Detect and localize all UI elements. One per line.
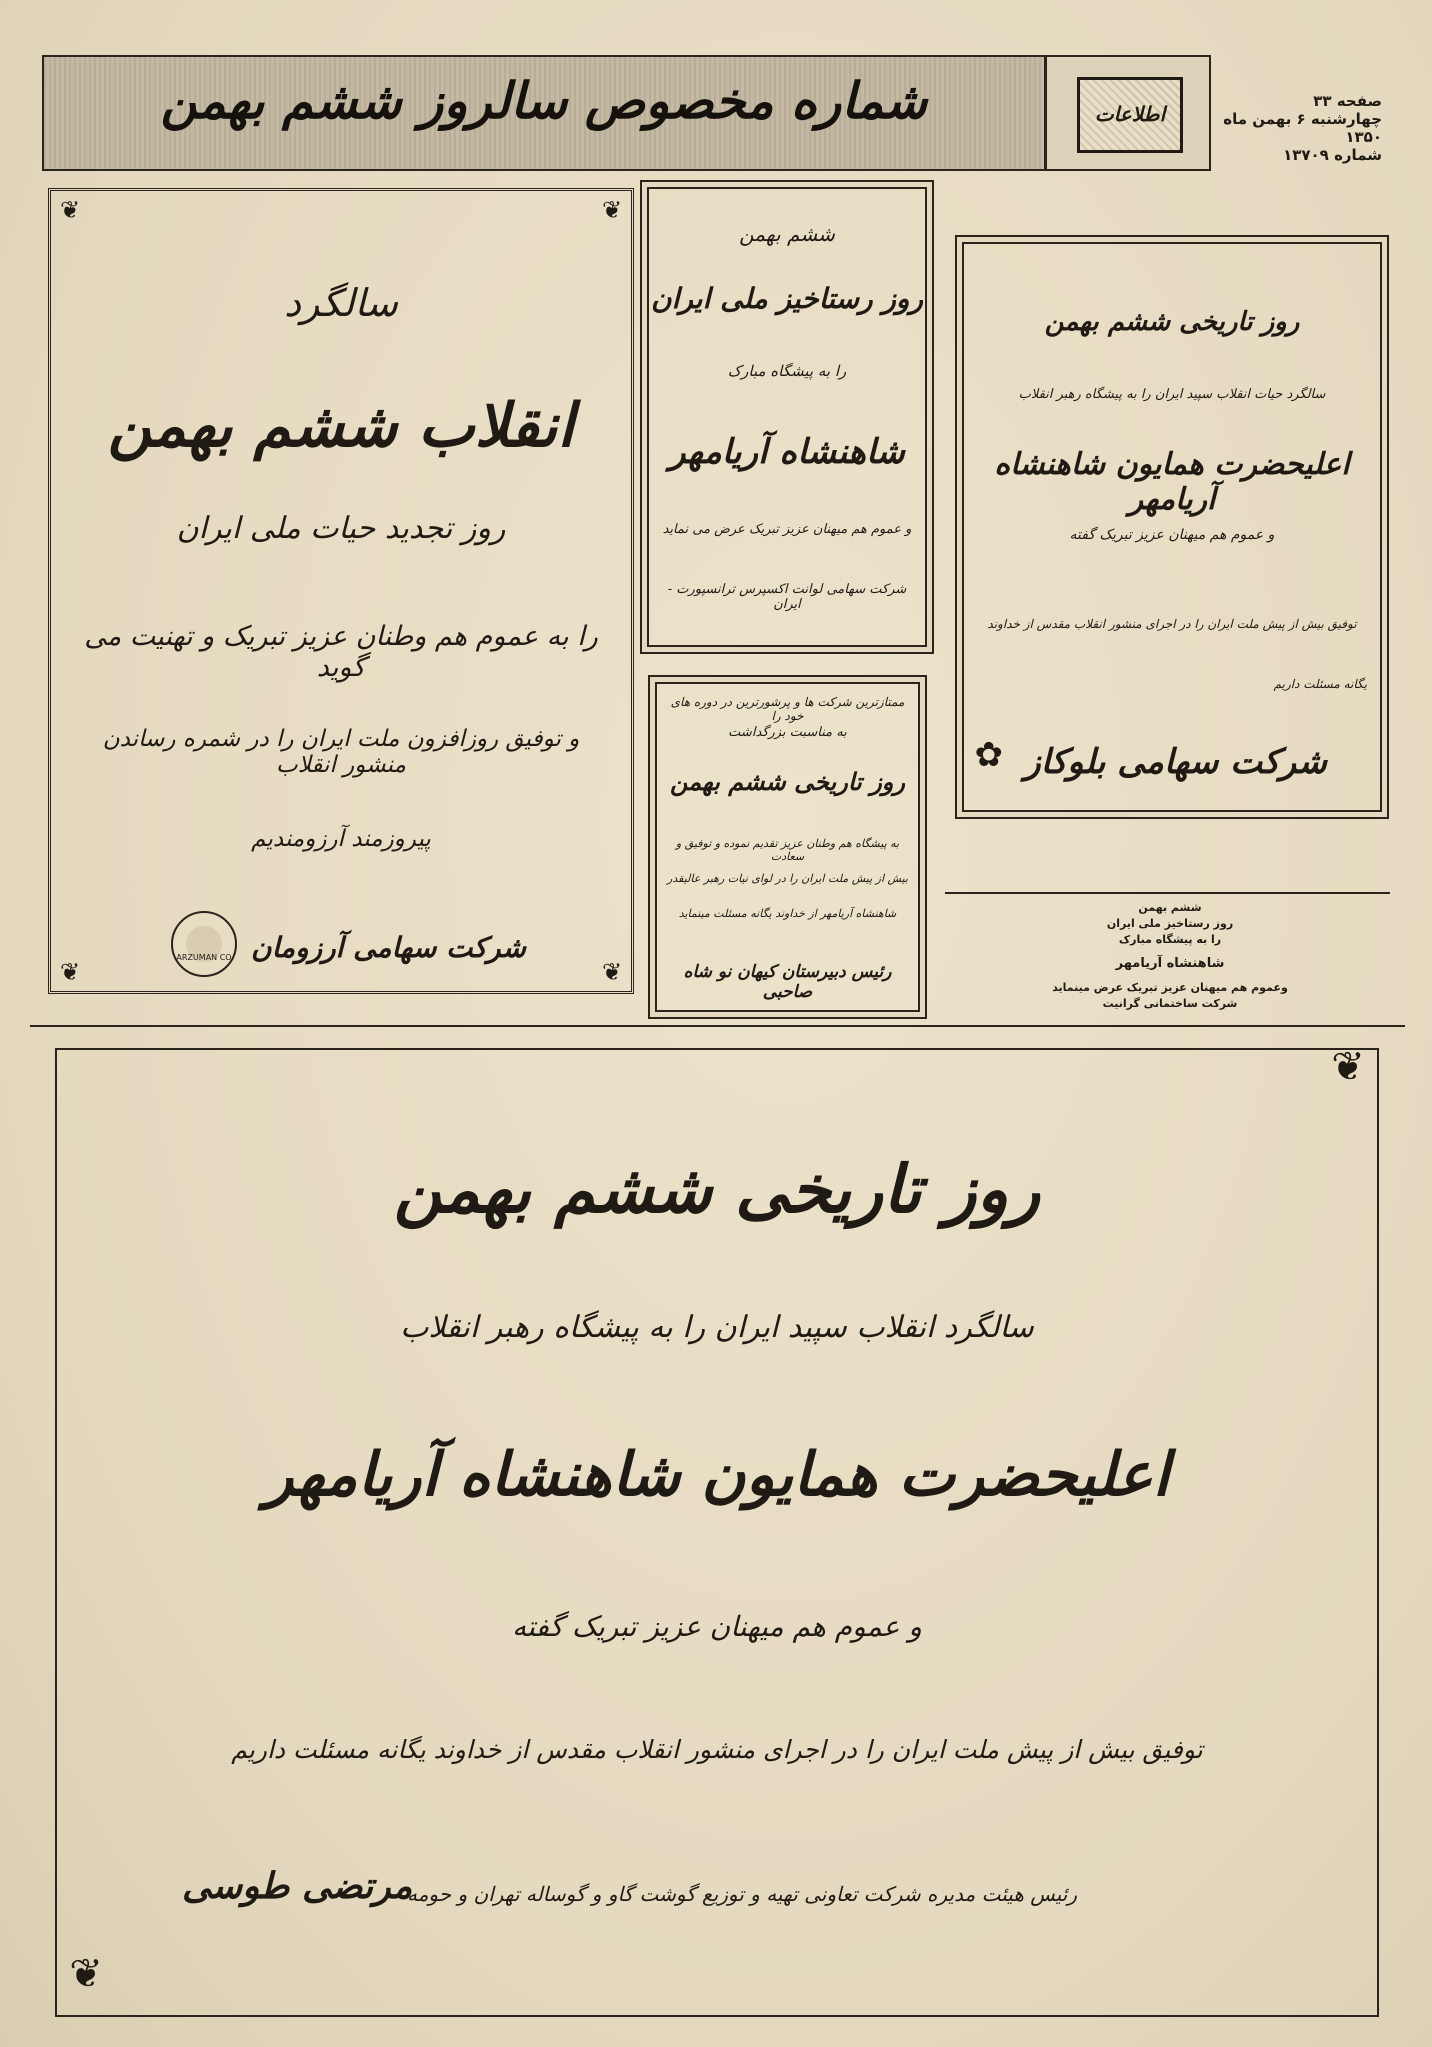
ad-signature-name: مرتضی طوسی [182,1865,413,1907]
ad-text-line: بیش از پیش ملت ایران را در لوای نیات رهبر عالیقدر [667,872,908,885]
corner-ornament-icon: ❦ [59,958,81,986]
issue-date: چهارشنبه ۶ بهمن ماه ۱۳۵۰ [1223,110,1382,146]
ad-text-line: را به پیشگاه مبارک [727,362,847,380]
ad-title: روز تاریخی ششم بهمن [1044,307,1300,337]
divider [945,892,1390,894]
ad-text-line: و عموم هم میهنان عزیز تبریک گفته [512,1610,922,1643]
ad-title: روز تاریخی ششم بهمن [393,1150,1041,1228]
corner-ornament-icon: ❦ [601,958,623,986]
ad-text-line: روز رستاخیز ملی ایران [1106,917,1234,930]
ad-text-line: را به پیشگاه مبارک [1118,933,1222,946]
company-seal [171,911,237,977]
ad-text-line: ششم بهمن [1138,901,1202,914]
ad-text-line: وعموم هم میهنان عزیز تبریک عرض مینماید [1052,981,1288,994]
ad-text-line: توفیق بیش از پیش ملت ایران را در اجرای منشور انقلاب مقدس از خداوند یگانه مسئلت داریم [231,1735,1203,1764]
newspaper-logo-box [1045,55,1211,171]
ad-title: انقلاب ششم بهمن [107,391,575,461]
ad-title: روز رستاخیز ملی ایران [651,282,923,315]
ad-main [55,1044,1379,2017]
ad-subtitle: روز تجدید حیات ملی ایران [176,511,506,546]
ad-signature-title: رئیس هیئت مدیره شرکت تعاونی تهیه و توزیع گوشت گاو و گوساله تهران و حومه [407,1882,1077,1906]
seal-text: ARZUMAN CO [176,953,232,962]
masthead-banner [42,55,1046,171]
ad-name: اعلیحضرت همایون شاهنشاه آریامهر [264,1440,1170,1510]
ad-text-line: ششم بهمن [739,222,835,246]
flower-ornament-icon: ✿ [974,735,1003,775]
ad-kayhan [648,675,927,1019]
corner-ornament-icon: ❦ [1331,1044,1365,1090]
ad-text-line: به پیشگاه هم وطنان عزیز تقدیم نموده و توفیق و سعادت [675,837,900,863]
ad-text-line: به مناسبت بزرگداشت [728,725,847,740]
corner-ornament-icon: ❦ [69,1951,103,1997]
ad-name: اعلیحضرت همایون شاهنشاه آریامهر [994,447,1350,517]
ad-granite [1040,900,1300,1012]
ad-signature: شرکت ساختمانی گرانیت [1102,997,1238,1010]
ad-text-line: ممتازترین شرکت ها و پرشورترین در دوره های خود را [670,695,905,723]
page-info [1212,92,1382,164]
ad-name: شاهنشاه آریامهر [1115,956,1225,971]
ad-text-line: شاهنشاه آریامهر از خداوند یگانه مسئلت مینماید [678,907,897,920]
ad-arzuman [48,188,634,994]
ad-signature: شرکت سهامی لوانت اکسپرس ترانسپورت - ایران [667,582,907,612]
ad-text-line: و عموم هم میهنان عزیز تبریک عرض می نماید [662,522,912,537]
ad-text-line: یگانه مسئلت داریم [1273,677,1367,691]
corner-ornament-icon: ❦ [59,196,81,224]
ad-signature: شرکت سهامی آرزومان [251,931,526,964]
ad-text-line: و عموم هم میهنان عزیز تبریک گفته [1069,527,1275,543]
ad-heading: سالگرد [284,281,398,325]
corner-ornament-icon: ❦ [601,196,623,224]
ad-text-line: و توفیق روزافزون ملت ایران را در شمره رساندن منشور انقلاب [102,726,580,778]
ad-title: روز تاریخی ششم بهمن [670,767,905,796]
ad-text-line: پیروزمند آرزومندیم [251,826,431,852]
ad-text-line: سالگرد حیات انقلاب سپید ایران را به پیشگاه رهبر انقلاب [1018,387,1326,402]
page-number: صفحه ۳۳ [1313,92,1382,110]
ad-text-line: توفیق بیش از پیش ملت ایران را در اجرای منشور انقلاب مقدس از خداوند [987,617,1357,631]
ad-text-line: را به عموم هم وطنان عزیز تبریک و تهنیت می گوید [84,621,598,683]
issue-number: شماره ۱۳۷۰۹ [1283,146,1382,164]
ad-signature: رئیس دبیرستان کیهان نو شاه صاحبی [683,962,892,1002]
ad-signature: شرکت سهامی بلوکاز [1024,742,1327,782]
ad-lavanet [640,180,934,654]
logo-text: اطلاعات [1094,102,1166,126]
ad-text-line: سالگرد انقلاب سپید ایران را به پیشگاه رهبر انقلاب [400,1310,1034,1345]
ad-baloukaz [955,235,1389,819]
newspaper-logo [1077,77,1183,153]
ad-name: شاهنشاه آریامهر [669,432,905,472]
masthead-title: شماره مخصوص سالروز ششم بهمن [160,71,928,130]
divider [30,1025,1405,1027]
